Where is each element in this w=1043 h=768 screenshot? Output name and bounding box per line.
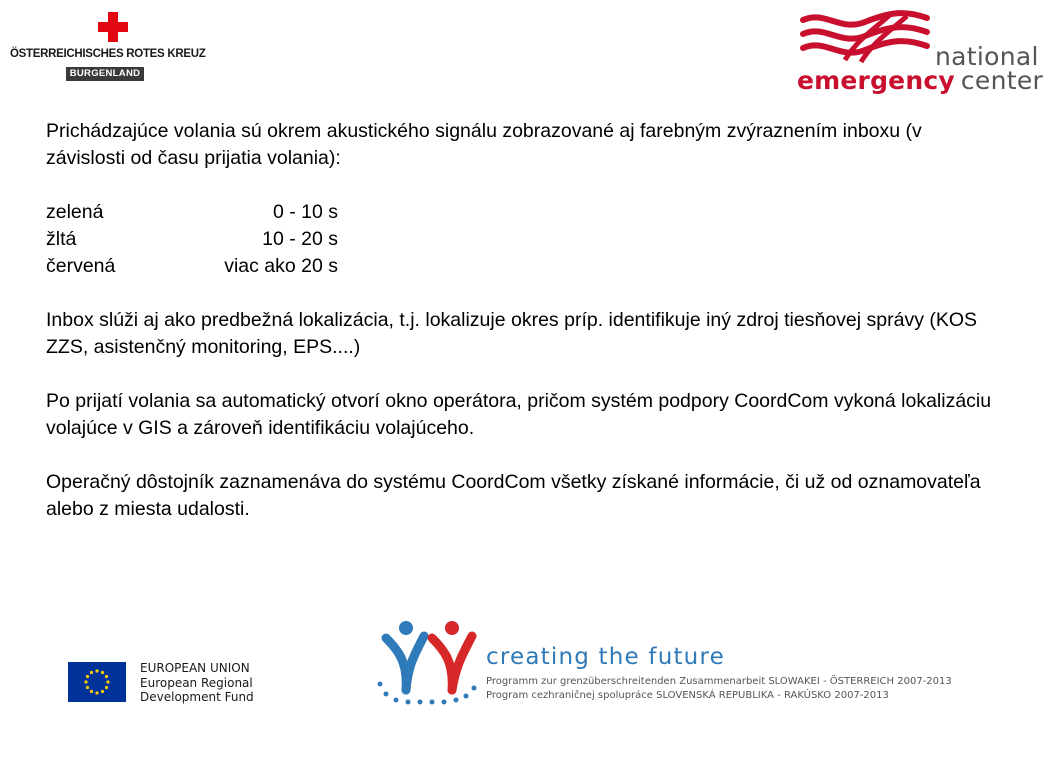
people-figures-icon (372, 618, 488, 704)
spacer (46, 361, 996, 388)
eu-line-1: EUROPEAN UNION (140, 661, 250, 675)
eu-line-2: European Regional (140, 675, 253, 690)
red-cross-icon (98, 12, 128, 42)
eu-star (90, 690, 93, 693)
ctf-title: creating the future (486, 644, 725, 670)
nec-word-center: center (960, 66, 1043, 95)
spacer (46, 280, 996, 307)
color-row-red (46, 253, 996, 280)
eu-star (86, 686, 89, 689)
eu-star (95, 669, 98, 672)
ctf-program-sk: Program cezhraničnej spolupráce SLOVENSKÁ REPUBLIKA - RAKÚSKO 2007-2013 (486, 690, 889, 701)
eu-star (105, 686, 108, 689)
eu-line-3: Development Fund (140, 690, 254, 704)
nec-logo (795, 8, 1043, 98)
eu-star (106, 680, 109, 683)
spacer (46, 172, 996, 199)
color-label: červená (46, 255, 116, 277)
spacer (46, 442, 996, 469)
color-row-yellow (46, 226, 996, 253)
color-range: viac ako 20 s (224, 255, 338, 277)
eu-star (90, 671, 93, 674)
eu-flag-icon (68, 662, 126, 702)
color-row-green (46, 199, 996, 226)
color-label: žltá (46, 228, 77, 250)
eu-star (105, 675, 108, 678)
red-cross-region-badge: BURGENLAND (66, 67, 144, 81)
nec-wave-icon (795, 10, 935, 64)
red-cross-name: ÖSTERREICHISCHES ROTES KREUZ (10, 48, 206, 60)
intro-paragraph: Prichádzajúce volania sú okrem akustického signálu zobrazované aj farebným zvýraznením inboxu (v závislosti od času prijatia volania): (46, 120, 922, 169)
creating-the-future-logo (372, 618, 972, 708)
color-label: zelená (46, 201, 104, 223)
inbox-paragraph: Inbox slúži aj ako predbežná lokalizácia, t.j. lokalizuje okres príp. identifikuje iný zdroj tiesňovej správy (KOS ZZS, asistenčný monitoring, EPS....) (46, 309, 978, 358)
eu-text (140, 661, 254, 705)
nec-word-national: national (935, 42, 1039, 71)
duty-officer-paragraph: Operačný dôstojník zaznamenáva do systému CoordCom všetky získané informácie, či už od oznamovateľa alebo z miesta udalosti. (46, 471, 981, 520)
eu-star (101, 690, 104, 693)
eu-logo (68, 662, 268, 704)
operator-window-paragraph: Po prijatí volania sa automatický otvorí okno operátora, pričom systém podpory CoordCom vykoná lokalizáciu volajúce v GIS a zároveň identifikáciu volajúceho. (46, 390, 992, 439)
eu-star (84, 680, 87, 683)
slide-body (46, 118, 996, 523)
eu-star (95, 691, 98, 694)
nec-word-emergency: emergency (797, 66, 955, 95)
eu-star (101, 671, 104, 674)
ctf-program-de: Programm zur grenzüberschreitenden Zusammenarbeit SLOWAKEI - ÖSTERREICH 2007-2013 (486, 676, 952, 687)
red-cross-logo (10, 12, 206, 84)
eu-star (86, 675, 89, 678)
color-range: 0 - 10 s (272, 201, 338, 223)
nec-bottom-line (797, 66, 1043, 95)
color-range: 10 - 20 s (262, 228, 338, 250)
